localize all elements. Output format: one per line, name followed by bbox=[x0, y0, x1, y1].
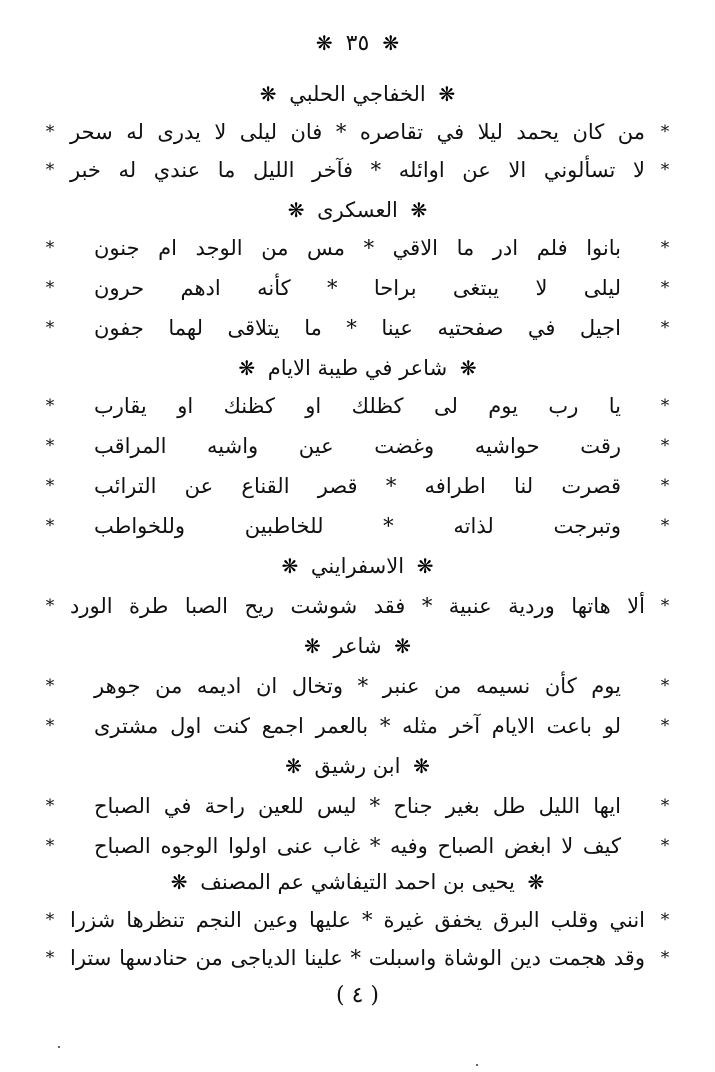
star-marker-icon: * bbox=[45, 516, 55, 536]
poet-name: الاسفرايني bbox=[310, 554, 405, 578]
verse-text: كيف لا ابغض الصباح وفيه * غاب عنى اولوا الوجوه الصباح bbox=[94, 834, 621, 858]
star-marker-icon: * bbox=[45, 948, 55, 968]
star-marker-icon: * bbox=[45, 716, 55, 736]
verse-line bbox=[40, 796, 675, 817]
poet-name: العسكرى bbox=[317, 198, 398, 222]
ornament-icon: ❋ bbox=[459, 356, 477, 380]
ink-speck bbox=[58, 1046, 60, 1048]
verse-text: اجيل في صفحتيه عينا * ما يتلاقى لهما جفون bbox=[94, 316, 621, 340]
star-marker-icon: * bbox=[45, 160, 55, 180]
star-marker-icon: * bbox=[45, 676, 55, 696]
poet-name: ابن رشيق bbox=[314, 754, 401, 778]
star-marker-icon: * bbox=[660, 516, 670, 536]
star-marker-icon: * bbox=[45, 476, 55, 496]
verse-line bbox=[40, 160, 675, 181]
star-marker-icon: * bbox=[45, 596, 55, 616]
star-marker-icon: * bbox=[45, 836, 55, 856]
star-marker-icon: * bbox=[45, 238, 55, 258]
verse-text: قصرت لنا اطرافه * قصر القناع عن الترائب bbox=[94, 474, 621, 498]
page-header bbox=[0, 33, 715, 55]
section-heading bbox=[0, 200, 715, 221]
star-marker-icon: * bbox=[660, 476, 670, 496]
star-marker-icon: * bbox=[660, 676, 670, 696]
ink-speck bbox=[476, 1064, 478, 1066]
star-marker-icon: * bbox=[660, 238, 670, 258]
verse-line bbox=[40, 238, 675, 259]
poet-name: يحيى بن احمد التيفاشي عم المصنف bbox=[200, 870, 515, 894]
verse-text: وقد هجمت دين الوشاة واسبلت * علينا الدياجى من حنادسها سترا bbox=[70, 946, 645, 970]
page-number: ٣٥ bbox=[345, 31, 370, 56]
ornament-icon: ❋ bbox=[170, 870, 188, 894]
section-heading bbox=[0, 358, 715, 379]
verse-line bbox=[40, 836, 675, 857]
star-marker-icon: * bbox=[45, 436, 55, 456]
verse-line bbox=[40, 910, 675, 931]
ornament-icon: ❋ bbox=[410, 198, 428, 222]
ornament-icon: ❋ bbox=[238, 356, 256, 380]
section-heading bbox=[0, 636, 715, 657]
star-marker-icon: * bbox=[660, 318, 670, 338]
star-marker-icon: * bbox=[45, 318, 55, 338]
verse-text: رقت حواشيه وغضت عين واشيه المراقب bbox=[94, 434, 621, 458]
ornament-icon: ❋ bbox=[382, 31, 400, 55]
star-marker-icon: * bbox=[45, 796, 55, 816]
ornament-icon: ❋ bbox=[315, 31, 333, 55]
star-marker-icon: * bbox=[660, 436, 670, 456]
verse-line bbox=[40, 318, 675, 339]
verse-line bbox=[40, 596, 675, 617]
verse-line bbox=[40, 436, 675, 457]
star-marker-icon: * bbox=[660, 716, 670, 736]
star-marker-icon: * bbox=[660, 910, 670, 930]
verse-line bbox=[40, 948, 675, 969]
star-marker-icon: * bbox=[660, 948, 670, 968]
ornament-icon: ❋ bbox=[281, 554, 299, 578]
section-heading bbox=[0, 872, 715, 893]
star-marker-icon: * bbox=[660, 396, 670, 416]
verse-text: ليلى لا يبتغى براحا * كأنه ادهم حرون bbox=[94, 276, 621, 300]
signature-mark: ( ٤ ) bbox=[336, 983, 379, 1008]
ornament-icon: ❋ bbox=[259, 82, 277, 106]
section-heading bbox=[0, 84, 715, 105]
verse-line bbox=[40, 122, 675, 143]
verse-line bbox=[40, 676, 675, 697]
verse-text: بانوا فلم ادر ما الاقي * مس من الوجد ام جنون bbox=[94, 236, 621, 260]
star-marker-icon: * bbox=[45, 910, 55, 930]
ornament-icon: ❋ bbox=[413, 754, 430, 778]
verse-text: انني وقلب البرق يخفق غيرة * عليها وعين النجم تنظرها شزرا bbox=[70, 908, 645, 932]
verse-line bbox=[40, 516, 675, 537]
star-marker-icon: * bbox=[45, 396, 55, 416]
poet-name: شاعر bbox=[333, 634, 382, 658]
verse-text: لو باعت الايام آخر مثله * بالعمر اجمع كنت اول مشترى bbox=[94, 714, 621, 738]
verse-line bbox=[40, 396, 675, 417]
ornament-icon: ❋ bbox=[287, 198, 305, 222]
verse-text: يا رب يوم لى كظلك او كظنك او يقارب bbox=[94, 394, 621, 418]
verse-text: وتبرجت لذاته * للخاطبين وللخواطب bbox=[94, 514, 621, 538]
star-marker-icon: * bbox=[660, 122, 670, 142]
verse-text: يوم كأن نسيمه من عنبر * وتخال ان اديمه من جوهر bbox=[94, 674, 621, 698]
verse-text: لا تسألوني الا عن اوائله * فآخر الليل ما عندي له خبر bbox=[70, 158, 645, 182]
ornament-icon: ❋ bbox=[394, 634, 412, 658]
star-marker-icon: * bbox=[660, 796, 670, 816]
verse-line bbox=[40, 278, 675, 299]
section-heading bbox=[0, 756, 715, 777]
verse-text: من كان يحمد ليلا في تقاصره * فان ليلى لا يدرى له سحر bbox=[70, 120, 645, 144]
ornament-icon: ❋ bbox=[303, 634, 321, 658]
poet-name: شاعر في طيبة الايام bbox=[267, 356, 448, 380]
ornament-icon: ❋ bbox=[527, 870, 545, 894]
verse-line bbox=[40, 716, 675, 737]
section-heading bbox=[0, 556, 715, 577]
verse-text: ألا هاتها وردية عنبية * فقد شوشت ريح الصبا طرة الورد bbox=[70, 594, 645, 618]
ornament-icon: ❋ bbox=[285, 754, 302, 778]
verse-text: ايها الليل طل بغير جناح * ليس للعين راحة في الصباح bbox=[94, 794, 621, 818]
star-marker-icon: * bbox=[660, 836, 670, 856]
poet-name: الخفاجي الحلبي bbox=[289, 82, 426, 106]
star-marker-icon: * bbox=[45, 122, 55, 142]
star-marker-icon: * bbox=[660, 160, 670, 180]
star-marker-icon: * bbox=[660, 596, 670, 616]
verse-line bbox=[40, 476, 675, 497]
ornament-icon: ❋ bbox=[416, 554, 434, 578]
ornament-icon: ❋ bbox=[438, 82, 456, 106]
star-marker-icon: * bbox=[45, 278, 55, 298]
star-marker-icon: * bbox=[660, 278, 670, 298]
